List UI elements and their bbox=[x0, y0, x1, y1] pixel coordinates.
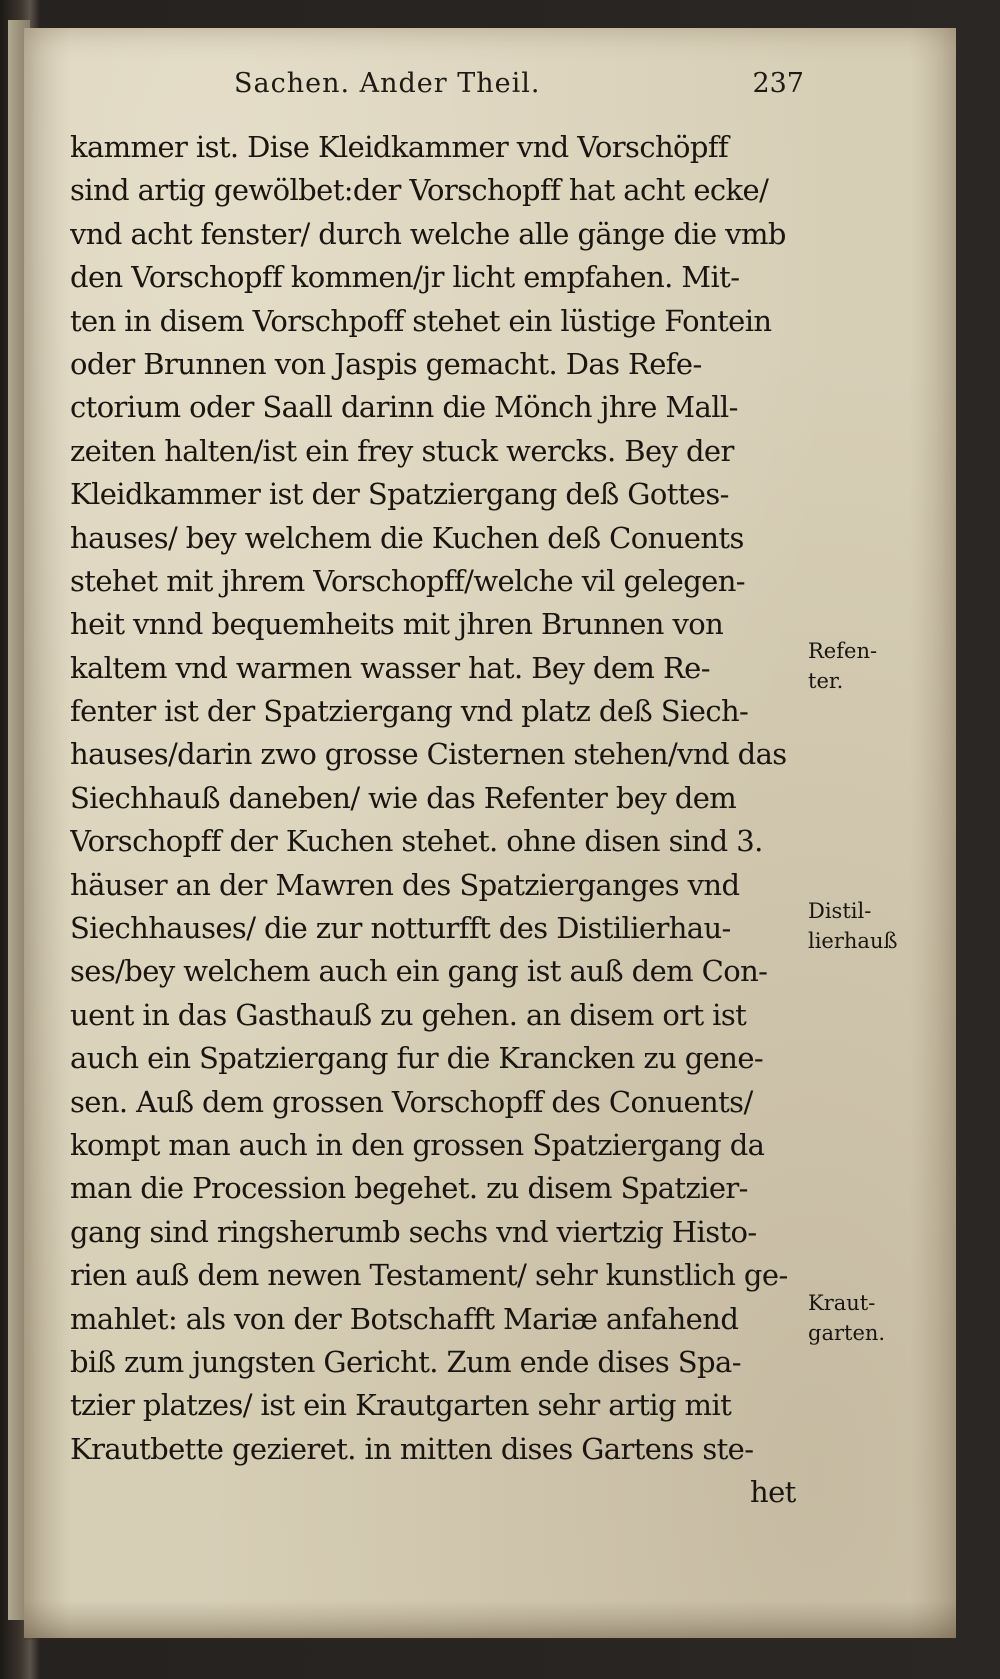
text-line: vnd acht fenster/ durch welche alle gänge die vmb bbox=[70, 216, 786, 251]
running-title: Sachen. Ander Theil. bbox=[234, 68, 541, 99]
margin-note-krautgarten bbox=[808, 1288, 885, 1348]
margin-note-refenter bbox=[808, 636, 877, 696]
text-line: kompt man auch in den grossen Spatziergang da bbox=[70, 1127, 765, 1162]
text-line: Siechhauß daneben/ wie das Refenter bey dem bbox=[70, 780, 737, 815]
page-bottom-shadow bbox=[24, 1600, 956, 1640]
text-line: sind artig gewölbet:der Vorschopff hat acht ecke/ bbox=[70, 173, 769, 208]
margin-note-line: Distil- bbox=[808, 899, 872, 923]
body-text bbox=[70, 126, 810, 1515]
text-line: auch ein Spatziergang fur die Krancken zu gene- bbox=[70, 1041, 764, 1076]
text-line: uent in das Gasthauß zu gehen. an disem ort ist bbox=[70, 997, 747, 1032]
book-page bbox=[24, 28, 956, 1638]
text-line: fenter ist der Spatziergang vnd platz deß Siech- bbox=[70, 694, 749, 729]
text-line: Kleidkammer ist der Spatziergang deß Gottes- bbox=[70, 477, 729, 512]
text-line: ses/bey welchem auch ein gang ist auß dem Con- bbox=[70, 954, 768, 989]
text-line: kaltem vnd warmen wasser hat. Bey dem Re- bbox=[70, 650, 710, 685]
text-line: hauses/ bey welchem die Kuchen deß Conuents bbox=[70, 520, 744, 555]
text-line: sen. Auß dem grossen Vorschopff des Conuents/ bbox=[70, 1084, 753, 1119]
text-line: man die Procession begehet. zu disem Spatzier- bbox=[70, 1171, 748, 1206]
text-line: ten in disem Vorschpoff stehet ein lüstige Fontein bbox=[70, 303, 772, 338]
text-line: rien auß dem newen Testament/ sehr kunstlich ge- bbox=[70, 1258, 788, 1293]
text-line: kammer ist. Dise Kleidkammer vnd Vorschöpff bbox=[70, 130, 729, 164]
margin-note-line: ter. bbox=[808, 669, 844, 693]
margin-note-line: Kraut- bbox=[808, 1291, 876, 1315]
margin-note-line: lierhauß bbox=[808, 929, 898, 953]
text-line: tzier platzes/ ist ein Krautgarten sehr artig mit bbox=[70, 1388, 732, 1423]
margin-note-distilierhaus bbox=[808, 896, 898, 956]
text-line: gang sind ringsherumb sechs vnd viertzig Histo- bbox=[70, 1214, 757, 1249]
text-line: biß zum jungsten Gericht. Zum ende dises Spa- bbox=[70, 1344, 741, 1379]
text-line: stehet mit jhrem Vorschopff/welche vil gelegen- bbox=[70, 563, 746, 598]
margin-note-line: garten. bbox=[808, 1321, 886, 1345]
text-line: mahlet: als von der Botschafft Mariæ anfahend bbox=[70, 1301, 739, 1336]
text-line: Vorschopff der Kuchen stehet. ohne disen sind 3. bbox=[70, 824, 763, 859]
text-line: zeiten halten/ist ein frey stuck wercks. Bey der bbox=[70, 433, 734, 468]
text-line: den Vorschopff kommen/jr licht empfahen. Mit- bbox=[70, 260, 740, 295]
text-line: Krautbette gezieret. in mitten dises Gartens ste- bbox=[70, 1431, 754, 1466]
text-line: ctorium oder Saall darinn die Mönch jhre Mall- bbox=[70, 390, 738, 425]
text-line: oder Brunnen von Jaspis gemacht. Das Refe- bbox=[70, 346, 702, 381]
margin-note-line: Refen- bbox=[808, 639, 878, 663]
text-line: hauses/darin zwo grosse Cisternen stehen/vnd das bbox=[70, 737, 787, 772]
page-number: 237 bbox=[752, 68, 804, 99]
running-header bbox=[214, 68, 804, 108]
catchword: het bbox=[750, 1475, 796, 1510]
text-line: Siechhauses/ die zur notturfft des Distilierhau- bbox=[70, 911, 731, 946]
text-line: heit vnnd bequemheits mit jhren Brunnen von bbox=[70, 607, 724, 642]
text-line: häuser an der Mawren des Spatzierganges vnd bbox=[70, 867, 740, 902]
